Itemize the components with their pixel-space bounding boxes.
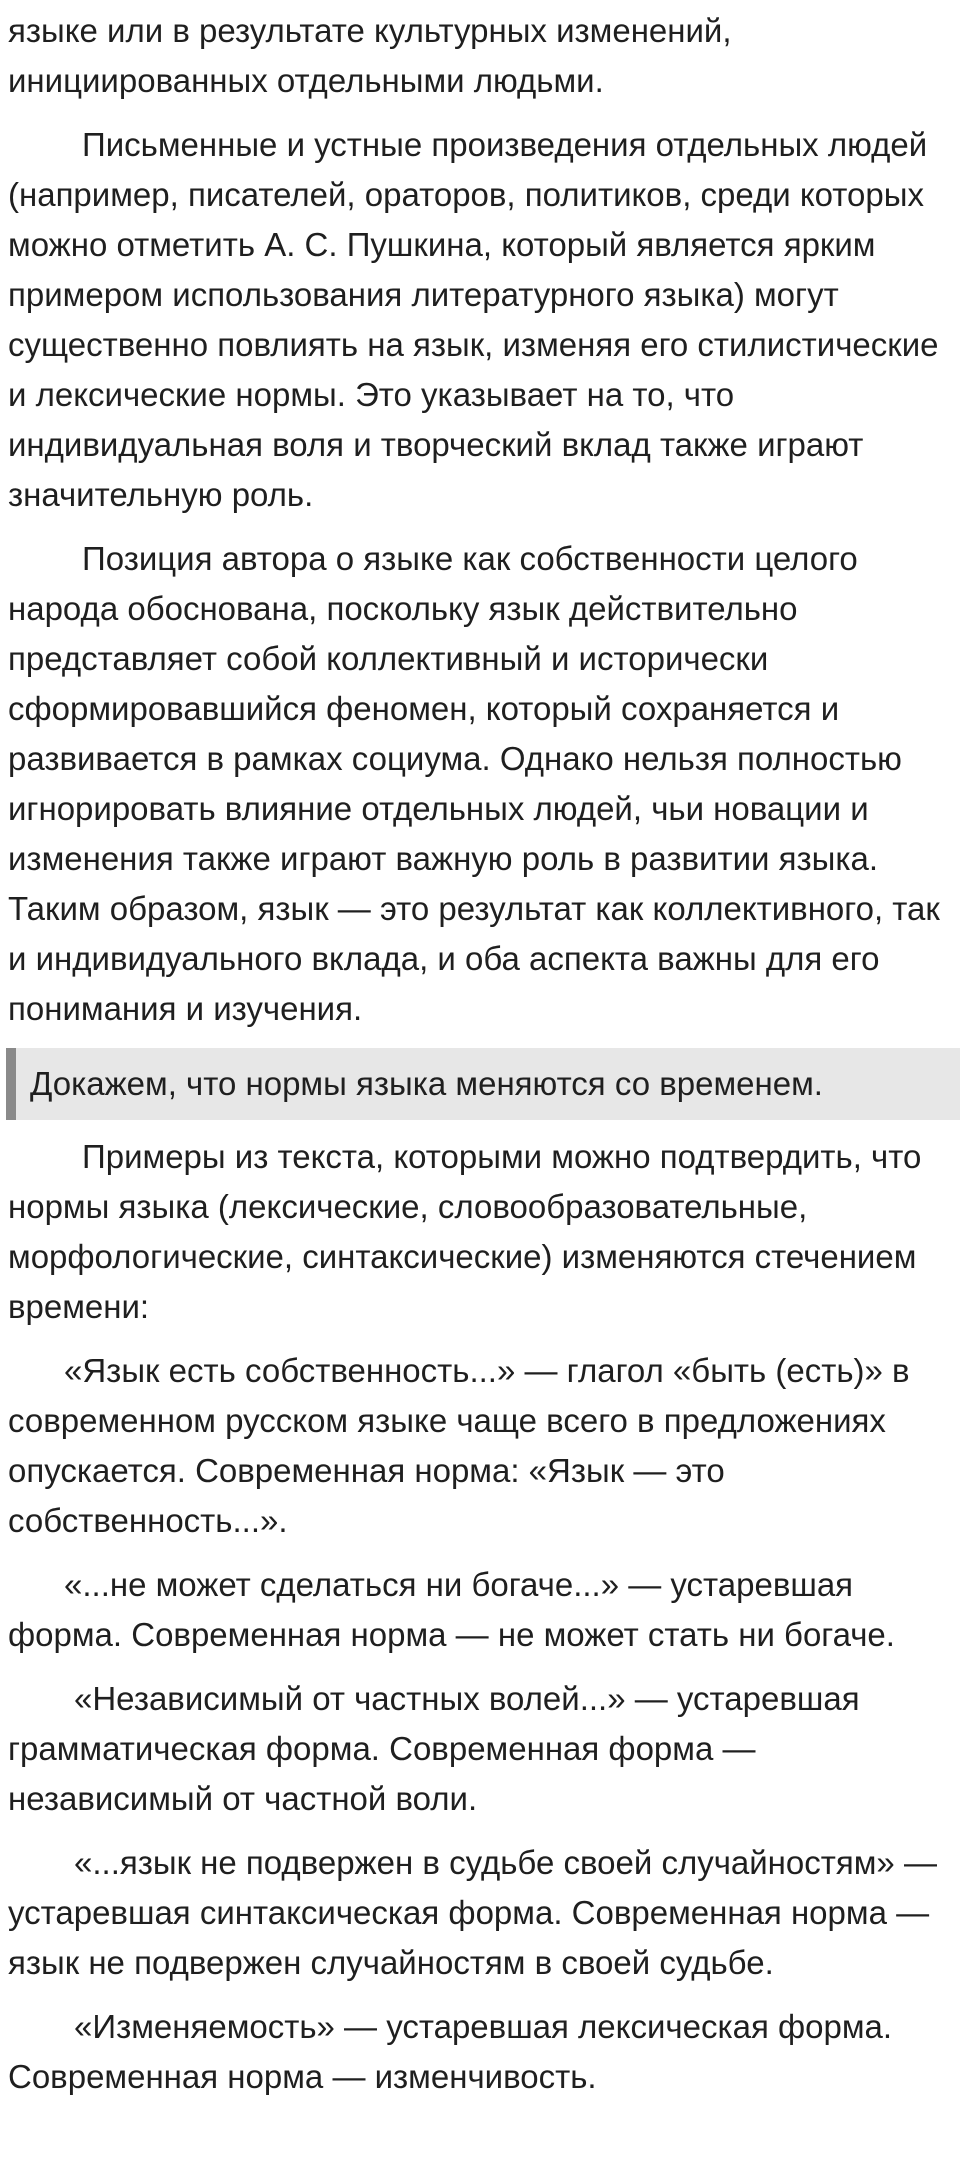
example-item-1: «Язык есть собственность...» — глагол «быть (есть)» в современном русском языке чаще всего в предложениях опускается. Современная норма: «Язык — это собственность...».	[8, 1352, 910, 1539]
paragraph-continuation: языке или в результате культурных изменений, инициированных отдельными людьми.	[8, 12, 732, 99]
example-item-3: «Независимый от частных волей...» — устаревшая грамматическая форма. Современная форма — независимый от частной воли.	[8, 1680, 860, 1817]
paragraph-author-position: Позиция автора о языке как собственности целого народа обоснована, поскольку язык действительно представляет собой коллективный и исторически сформировавшийся феномен, который сохраняется и развивается в рамках социума. Однако нельзя полностью игнорировать влияние отдельных людей, чьи новации и изменения также играют важную роль в развитии языка. Таким образом, язык — это результат как коллективного, так и индивидуального вклада, и оба аспекта важны для его понимания и изучения.	[8, 540, 940, 1027]
section-callout: Докажем, что нормы языка меняются со временем.	[6, 1048, 960, 1120]
paragraph-examples-intro: Примеры из текста, которыми можно подтвердить, что нормы языка (лексические, словообразовательные, морфологические, синтаксические) изменяются стечением времени:	[8, 1138, 922, 1325]
example-item-4: «...язык не подвержен в судьбе своей случайностям» — устаревшая синтаксическая форма. Современная норма —язык не подвержен случайностям в своей судьбе.	[8, 1844, 937, 1981]
paragraph-individual-influence: Письменные и устные произведения отдельных людей (например, писателей, ораторов, политиков, среди которых можно отметить А. С. Пушкина, который является ярким примером использования литературного языка) могут существенно повлиять на язык, изменяя его стилистические и лексические нормы. Это указывает на то, что индивидуальная воля и творческий вклад также играют значительную роль.	[8, 126, 939, 513]
document-page	[0, 6, 960, 2164]
example-item-2: «...не может сделаться ни богаче...» — устаревшая форма. Современная норма — не может стать ни богаче.	[8, 1566, 895, 1653]
example-item-5: «Изменяемость» — устаревшая лексическая форма. Современная норма — изменчивость.	[8, 2008, 893, 2095]
